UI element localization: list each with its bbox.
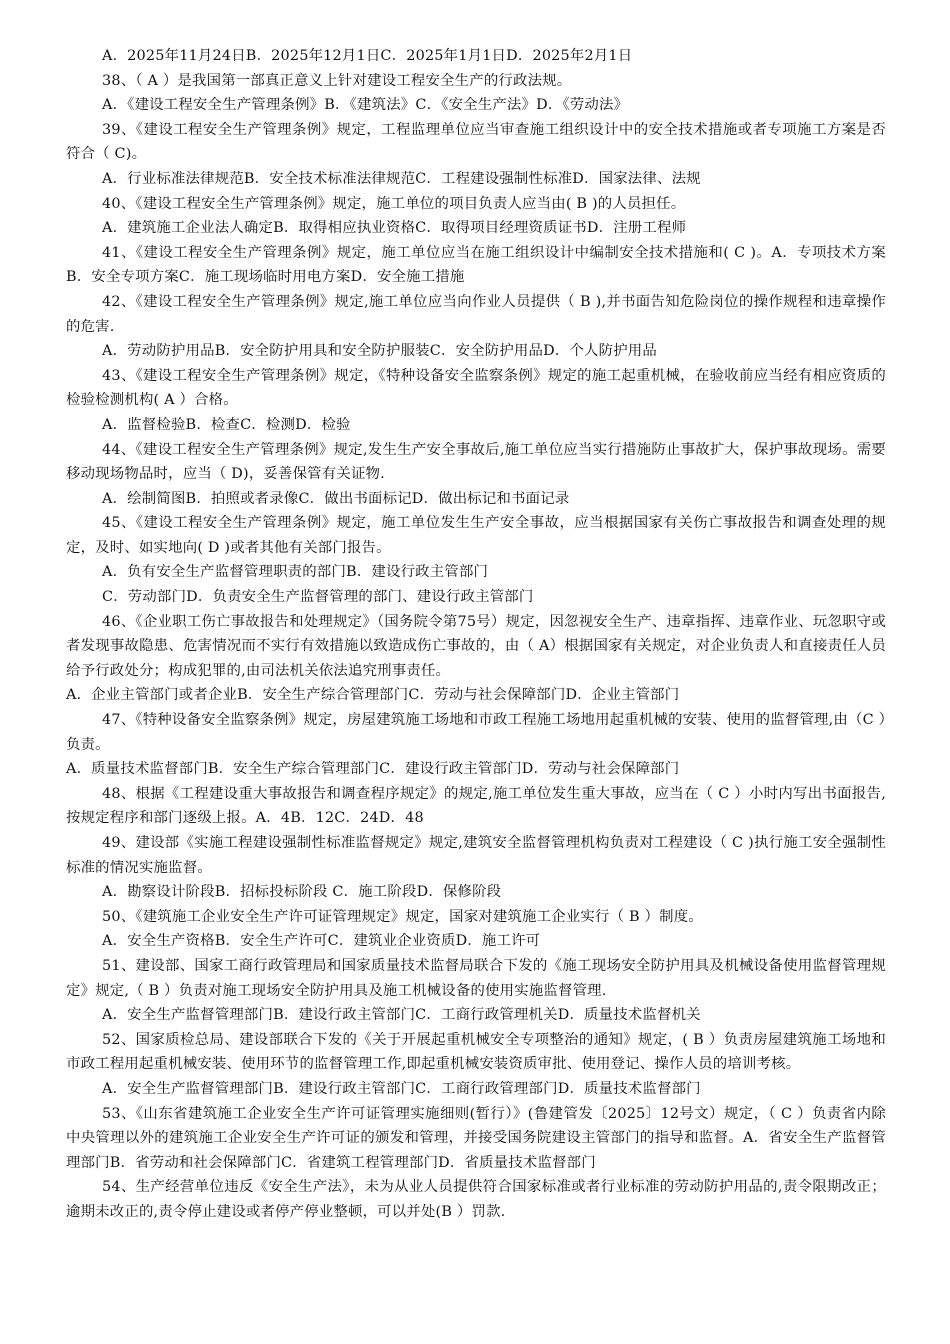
paragraph: C．劳动部门D．负责安全生产监督管理的部门、建设行政主管部门: [102, 589, 534, 606]
paragraph: 52、国家质检总局、建设部联合下发的《关于开展起重机械安全专项整治的通知》规定，( B ）负责房屋建筑施工场地和市政工程用起重机械安装、使用环节的监督管理工作,即起重机械安装资质审批、使用登记、操作人员的培训考核。: [66, 1031, 886, 1073]
paragraph: 42、《建设工程安全生产管理条例》规定,施工单位应当向作业人员提供（ B ),并书面告知危险岗位的操作规程和违章操作的危害.: [66, 293, 886, 335]
paragraph: 50、《建筑施工企业安全生产许可证管理规定》规定，国家对建筑施工企业实行（ B ）制度。: [102, 908, 703, 925]
paragraph: 38、（ A ）是我国第一部真正意义上针对建设工程安全生产的行政法规。: [102, 72, 572, 89]
paragraph: 49、建设部《实施工程建设强制性标准监督规定》规定,建筑安全监督管理机构负责对工程建设（ C )执行施工安全强制性标准的情况实施监督。: [66, 835, 886, 876]
paragraph: 47、《特种设备安全监察条例》规定，房屋建筑施工场地和市政工程施工场地用起重机械的安装、使用的监督管理,由（C ）负责。: [66, 712, 886, 753]
paragraph: 40、《建设工程安全生产管理条例》规定，施工单位的项目负责人应当由( B )的人员担任。: [102, 195, 686, 212]
paragraph: 53、《山东省建筑施工企业安全生产许可证管理实施细则(暂行）》(鲁建管发〔2025〕12号文）规定，（ C ）负责省内除中央管理以外的建筑施工企业安全生产许可证的颁发和管理，并接受国务院建设主管部门的指导和监督。A．省安全生产监督管理部门B．省劳动和社会保障部门C．省建筑工程管理部门D．省质量技术监督部门: [66, 1105, 886, 1171]
paragraph: 44、《建设工程安全生产管理条例》规定,发生生产安全事故后,施工单位应当实行措施防止事故扩大，保护事故现场。需要移动现场物品时，应当（ D)，妥善保管有关证物.: [66, 441, 886, 483]
paragraph: A．安全生产资格B．安全生产许可C．建筑业企业资质D．施工许可: [102, 933, 541, 950]
paragraph: A．企业主管部门或者企业B．安全生产综合管理部门C．劳动与社会保障部门D．企业主管部门: [66, 687, 680, 704]
paragraph: 46、《企业职工伤亡事故报告和处理规定》（国务院令第75号）规定，因忽视安全生产、违章指挥、违章作业、玩忽职守或者发现事故隐患、危害情况而不实行有效措施以致造成伤亡事故的，由（ A）根据国家有关规定，对企业负责人和直接责任人员给予行政处分；构成犯罪的,由司法机关依法追究刑事责任。: [66, 613, 886, 679]
paragraph: A．监督检验B．检查C．检测D．检验: [102, 416, 351, 433]
paragraph: A．《建设工程安全生产管理条例》B．《建筑法》C．《安全生产法》D．《劳动法》: [102, 97, 629, 114]
paragraph: A．劳动防护用品B．安全防护用具和安全防护服装C．安全防护用品D．个人防护用品: [102, 343, 657, 360]
paragraph: 45、《建设工程安全生产管理条例》规定，施工单位发生生产安全事故，应当根据国家有关伤亡事故报告和调查处理的规定，及时、如实地向( D )或者其他有关部门报告。: [66, 515, 886, 556]
document-body: [66, 44, 886, 1225]
paragraph: 51、建设部、国家工商行政管理局和国家质量技术监督局联合下发的《施工现场安全防护用具及机械设备使用监督管理规定》规定,（ B ）负责对施工现场安全防护用具及施工机械设备的使用实施监督管理.: [66, 957, 886, 999]
paragraph: A．负有安全生产监督管理职责的部门B．建设行政主管部门: [102, 564, 489, 581]
paragraph: A．安全生产监督管理部门B．建设行政主管部门C．工商行政管理部门D．质量技术监督部门: [102, 1080, 701, 1097]
paragraph: 41、《建设工程安全生产管理条例》规定，施工单位应当在施工组织设计中编制安全技术措施和( C )。A．专项技术方案B．安全专项方案C．施工现场临时用电方案D．安全施工措施: [66, 244, 886, 286]
paragraph: A．2025年11月24日B．2025年12月1日C．2025年1月1日D．2025年2月1日: [102, 48, 633, 64]
paragraph: A．质量技术监督部门B．安全生产综合管理部门C．建设行政主管部门D．劳动与社会保障部门: [66, 761, 680, 778]
paragraph: 48、根据《工程建设重大事故报告和调查程序规定》的规定,施工单位发生重大事故，应当在（ C ）小时内写出书面报告,按规定程序和部门逐级上报。A．4B．12C．24D．48: [66, 785, 886, 827]
paragraph: A．建筑施工企业法人确定B．取得相应执业资格C．取得项目经理资质证书D．注册工程师: [102, 220, 687, 237]
paragraph: A．勘察设计阶段B．招标投标阶段 C．施工阶段D．保修阶段: [102, 884, 502, 901]
paragraph: A．行业标准法律规范B．安全技术标准法律规范C．工程建设强制性标准D．国家法律、法规: [102, 170, 701, 187]
paragraph: A．安全生产监督管理部门B．建设行政主管部门C．工商行政管理机关D．质量技术监督机关: [102, 1007, 701, 1024]
paragraph: 39、《建设工程安全生产管理条例》规定，工程监理单位应当审查施工组织设计中的安全技术措施或者专项施工方案是否符合（ C)。: [66, 121, 886, 163]
paragraph: A．绘制简图B．拍照或者录像C．做出书面标记D．做出标记和书面记录: [102, 490, 570, 507]
paragraph: 54、生产经营单位违反《安全生产法》，未为从业人员提供符合国家标准或者行业标准的劳动防护用品的,责令限期改正；逾期未改正的,责令停止建设或者停产停业整顿，可以并处(B ）罚款.: [66, 1179, 886, 1220]
paragraph: 43、《建设工程安全生产管理条例》规定，《特种设备安全监察条例》规定的施工起重机械，在验收前应当经有相应资质的检验检测机构( A ）合格。: [66, 367, 886, 409]
